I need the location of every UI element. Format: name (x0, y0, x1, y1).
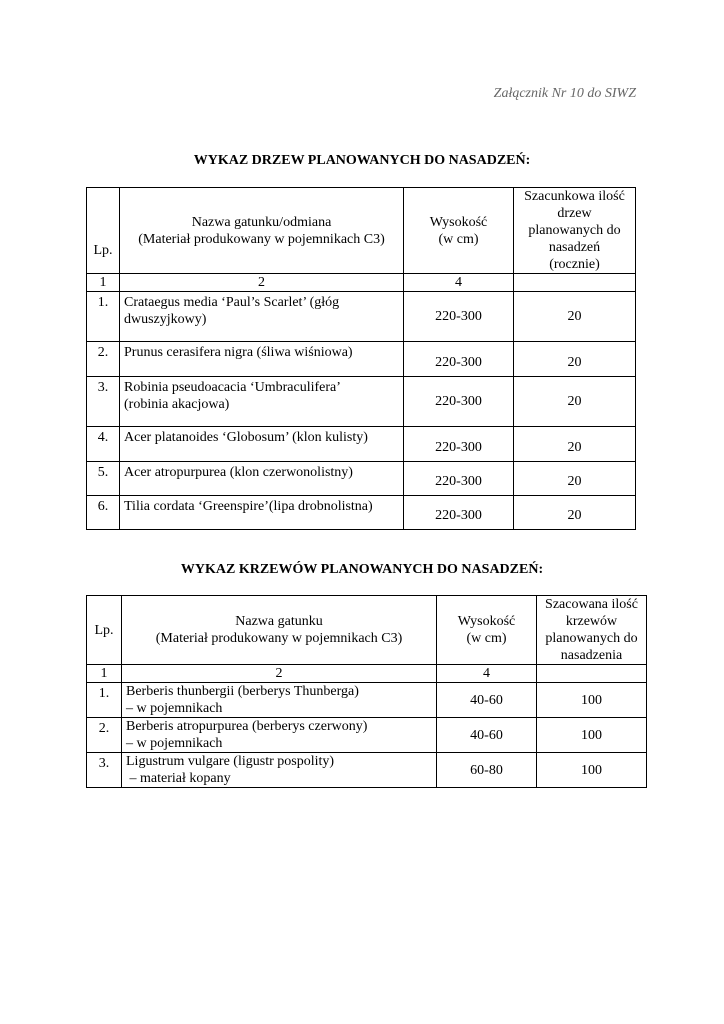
quantity-header-line: Szacowana ilość (545, 597, 638, 612)
quantity-header-line: krzewów (565, 614, 618, 629)
species-name (122, 718, 437, 753)
name-header (120, 188, 404, 274)
row-number: 5. (87, 462, 120, 496)
lp-header: Lp. (87, 596, 122, 665)
row-number: 1. (87, 683, 122, 718)
species-name-line: Berberis thunbergii (berberys Thunberga) (126, 684, 359, 699)
table-row (87, 427, 636, 462)
table-row (87, 462, 636, 496)
species-name-line: Tilia cordata ‘Greenspire’(lipa drobnolistna) (124, 499, 373, 514)
quantity-value: 20 (514, 427, 636, 462)
row-number: 2. (87, 342, 120, 377)
name-header-line: Nazwa gatunku (235, 614, 323, 629)
height-value: 220-300 (404, 377, 514, 427)
species-name (122, 683, 437, 718)
species-name-line: (robinia akacjowa) (124, 397, 230, 412)
quantity-value: 20 (514, 342, 636, 377)
row-number: 1. (87, 292, 120, 342)
quantity-header (537, 596, 647, 665)
table-row (87, 377, 636, 427)
species-name-line: – w pojemnikach (126, 701, 223, 716)
height-header (404, 188, 514, 274)
trees-header-row (87, 188, 636, 274)
table-row (87, 753, 647, 788)
species-name (120, 342, 404, 377)
trees-table (86, 187, 636, 530)
lp-header: Lp. (87, 188, 120, 274)
species-name (120, 462, 404, 496)
table-row (87, 342, 636, 377)
quantity-header-line: (rocznie) (549, 257, 600, 272)
name-header-line: (Materiał produkowany w pojemnikach C3) (138, 231, 385, 247)
species-name (120, 496, 404, 530)
height-value: 220-300 (404, 496, 514, 530)
height-header-line: (w cm) (438, 231, 479, 247)
numbering-cell: 2 (120, 274, 404, 292)
numbering-cell: 1 (87, 665, 122, 683)
height-value: 40-60 (437, 683, 537, 718)
quantity-header-line: nasadzenia (560, 648, 623, 663)
height-value: 220-300 (404, 427, 514, 462)
quantity-header-line: Szacunkowa ilość (524, 189, 625, 204)
species-name (120, 427, 404, 462)
quantity-value: 20 (514, 462, 636, 496)
quantity-value: 20 (514, 292, 636, 342)
species-name-line: dwuszyjkowy) (124, 312, 207, 327)
species-name (120, 377, 404, 427)
height-header-line: Wysokość (457, 614, 516, 629)
name-header-line: Nazwa gatunku/odmiana (191, 214, 332, 230)
quantity-header-line: nasadzeń (548, 240, 601, 255)
row-number: 3. (87, 753, 122, 788)
height-value: 40-60 (437, 718, 537, 753)
quantity-header-line: planowanych do (545, 631, 638, 646)
quantity-value: 100 (537, 683, 647, 718)
row-number: 4. (87, 427, 120, 462)
quantity-header (514, 188, 636, 274)
height-value: 60-80 (437, 753, 537, 788)
species-name-line: Berberis atropurpurea (berberys czerwony) (126, 719, 368, 734)
quantity-header-line: planowanych do (528, 223, 621, 238)
trees-heading: WYKAZ DRZEW PLANOWANYCH DO NASADZEŃ: (193, 153, 531, 168)
height-value: 220-300 (404, 292, 514, 342)
table-row (87, 683, 647, 718)
numbering-cell: 4 (437, 665, 537, 683)
species-name-line: Acer atropurpurea (klon czerwonolistny) (124, 465, 353, 480)
species-name-line: – materiał kopany (126, 771, 231, 786)
species-name-line: Robinia pseudoacacia ‘Umbraculifera’ (124, 380, 341, 395)
species-name (122, 753, 437, 788)
height-header-line: (w cm) (466, 631, 507, 646)
species-name (120, 292, 404, 342)
species-name-line: Acer platanoides ‘Globosum’ (klon kulisty) (124, 430, 368, 445)
height-header-line: Wysokość (429, 214, 488, 230)
shrubs-table (86, 595, 647, 788)
numbering-cell (537, 665, 647, 683)
quantity-value: 100 (537, 718, 647, 753)
height-header (437, 596, 537, 665)
row-number: 2. (87, 718, 122, 753)
numbering-cell (514, 274, 636, 292)
annex-label: Załącznik Nr 10 do SIWZ (493, 86, 636, 101)
species-name-line: Crataegus media ‘Paul’s Scarlet’ (głóg (124, 295, 340, 310)
name-header-line: (Materiał produkowany w pojemnikach C3) (155, 631, 403, 646)
shrubs-heading: WYKAZ KRZEWÓW PLANOWANYCH DO NASADZEŃ: (180, 562, 544, 577)
quantity-value: 20 (514, 496, 636, 530)
numbering-cell: 1 (87, 274, 120, 292)
row-number: 3. (87, 377, 120, 427)
numbering-cell: 4 (404, 274, 514, 292)
quantity-header-line: drzew (557, 206, 592, 221)
table-row (87, 718, 647, 753)
height-value: 220-300 (404, 342, 514, 377)
quantity-value: 100 (537, 753, 647, 788)
numbering-cell: 2 (122, 665, 437, 683)
shrubs-header-row (87, 596, 647, 665)
numbering-row (87, 274, 636, 292)
row-number: 6. (87, 496, 120, 530)
numbering-row (87, 665, 647, 683)
table-row (87, 496, 636, 530)
species-name-line: – w pojemnikach (126, 736, 223, 751)
species-name-line: Ligustrum vulgare (ligustr pospolity) (126, 754, 335, 769)
table-row (87, 292, 636, 342)
name-header (122, 596, 437, 665)
species-name-line: Prunus cerasifera nigra (śliwa wiśniowa) (124, 345, 353, 360)
quantity-value: 20 (514, 377, 636, 427)
height-value: 220-300 (404, 462, 514, 496)
